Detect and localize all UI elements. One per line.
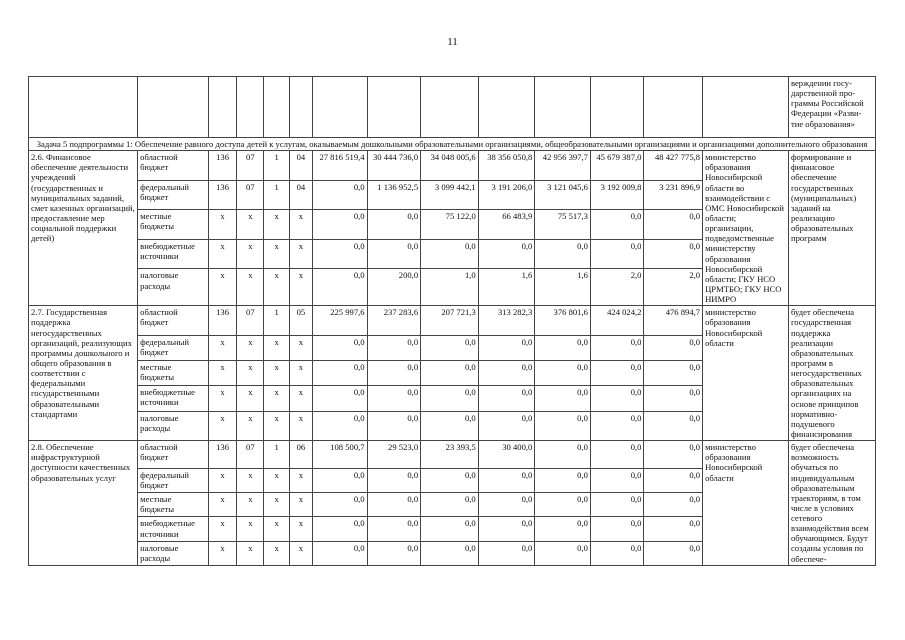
code-cell: х (208, 360, 236, 385)
amount-cell: 34 048 005,6 (421, 151, 479, 181)
amount-cell: 0,0 (535, 411, 591, 440)
amount-cell: 0,0 (312, 517, 367, 541)
amount-cell: 0,0 (312, 360, 367, 385)
amount-cell: 0,0 (590, 517, 644, 541)
code-cell: х (264, 269, 289, 306)
amount-cell: 3 231 896,9 (644, 180, 703, 210)
amount-cell: 0,0 (367, 411, 421, 440)
code-cell: х (237, 335, 264, 360)
amount-cell: 0,0 (590, 441, 644, 469)
amount-cell: 0,0 (644, 541, 703, 565)
amount-cell: 3 191 206,0 (478, 180, 535, 210)
amount-cell: 0,0 (590, 335, 644, 360)
amount-cell: 42 956 397,7 (535, 151, 591, 181)
activity-name-cell: 2.7. Государственная поддержка негосударственных организаций, реализующих программы дошкольного и общего образования в соответствии с федеральными государственными образовательными стандартами (29, 306, 138, 441)
code-cell: х (289, 210, 312, 240)
code-cell: х (289, 239, 312, 269)
amount-cell: 0,0 (367, 493, 421, 517)
code-cell: х (289, 360, 312, 385)
code-cell: 1 (264, 151, 289, 181)
funding-source-cell: налоговые расходы (138, 541, 209, 565)
code-cell: х (208, 469, 236, 493)
amount-cell: 1,6 (535, 269, 591, 306)
amount-cell: 0,0 (478, 469, 535, 493)
amount-cell: 237 283,6 (367, 306, 421, 335)
amount-cell: 23 393,5 (421, 441, 479, 469)
code-cell: 1 (264, 180, 289, 210)
amount-cell: 0,0 (644, 335, 703, 360)
amount-cell: 0,0 (421, 360, 479, 385)
code-cell: 07 (237, 306, 264, 335)
task-header: Задача 5 подпрограммы 1: Обеспечение равного доступа детей к услугам, оказываемым дошкольными образовательными организациями, общеобразовательными организациями и организациями дополнительного образования (29, 138, 876, 151)
amount-cell: 0,0 (421, 469, 479, 493)
amount-cell: 3 121 045,6 (535, 180, 591, 210)
amount-cell: 0,0 (367, 239, 421, 269)
code-cell: х (289, 493, 312, 517)
code-cell: х (208, 493, 236, 517)
amount-cell: 0,0 (644, 441, 703, 469)
executor-cell: министерство образования Новосибирской области во взаимодействии с ОМС Новосибирской области; организации, подведомственные министерству образования Новосибирской области; ГКУ НСО ЦРМТБО; ГКУ НСО НИМРО (703, 151, 789, 306)
amount-cell: 0,0 (367, 517, 421, 541)
amount-cell: 30 444 736,0 (367, 151, 421, 181)
financing-table (28, 76, 876, 566)
amount-cell: 0,0 (644, 411, 703, 440)
amount-cell: 0,0 (535, 469, 591, 493)
code-cell: х (237, 269, 264, 306)
funding-source-cell: налоговые расходы (138, 269, 209, 306)
amount-cell: 0,0 (535, 386, 591, 411)
amount-cell: 0,0 (535, 360, 591, 385)
amount-cell: 1,6 (478, 269, 535, 306)
code-cell: х (208, 411, 236, 440)
code-cell: х (208, 386, 236, 411)
amount-cell: 0,0 (478, 239, 535, 269)
code-cell: х (208, 335, 236, 360)
amount-cell: 45 679 387,0 (590, 151, 644, 181)
amount-cell: 0,0 (590, 411, 644, 440)
funding-source-cell: федеральный бюджет (138, 335, 209, 360)
amount-cell: 0,0 (312, 239, 367, 269)
amount-cell: 0,0 (590, 469, 644, 493)
amount-cell: 0,0 (421, 239, 479, 269)
amount-cell: 29 523,0 (367, 441, 421, 469)
code-cell: 136 (208, 180, 236, 210)
code-cell: 04 (289, 180, 312, 210)
code-cell: х (208, 541, 236, 565)
code-cell: 136 (208, 151, 236, 181)
code-cell: х (289, 541, 312, 565)
code-cell: х (237, 210, 264, 240)
amount-cell: 0,0 (367, 210, 421, 240)
code-cell: 07 (237, 441, 264, 469)
funding-source-cell: федеральный бюджет (138, 469, 209, 493)
code-cell: х (208, 239, 236, 269)
amount-cell: 0,0 (478, 360, 535, 385)
amount-cell: 2,0 (590, 269, 644, 306)
amount-cell: 0,0 (535, 335, 591, 360)
amount-cell: 1,0 (421, 269, 479, 306)
amount-cell: 48 427 775,8 (644, 151, 703, 181)
code-cell: 136 (208, 441, 236, 469)
amount-cell: 0,0 (421, 411, 479, 440)
amount-cell: 476 894,7 (644, 306, 703, 335)
funding-source-cell: местные бюджеты (138, 360, 209, 385)
amount-cell: 30 400,0 (478, 441, 535, 469)
amount-cell: 108 500,7 (312, 441, 367, 469)
amount-cell: 0,0 (312, 386, 367, 411)
code-cell: х (289, 517, 312, 541)
code-cell: 1 (264, 306, 289, 335)
amount-cell: 0,0 (535, 239, 591, 269)
code-cell: х (264, 239, 289, 269)
amount-cell: 0,0 (312, 335, 367, 360)
code-cell: х (237, 517, 264, 541)
amount-cell: 0,0 (644, 517, 703, 541)
amount-cell: 27 816 519,4 (312, 151, 367, 181)
page-number: 11 (447, 36, 458, 48)
amount-cell: 0,0 (644, 360, 703, 385)
code-cell: 05 (289, 306, 312, 335)
activity-name-cell: 2.6. Финансовое обеспечение деятельности учреждений (государственных и муниципальных заданий, смет казенных организаций, предоставление мер социальной поддержки детей) (29, 151, 138, 306)
amount-cell: 0,0 (367, 360, 421, 385)
amount-cell: 0,0 (367, 469, 421, 493)
amount-cell: 424 024,2 (590, 306, 644, 335)
code-cell: х (264, 386, 289, 411)
code-cell: 06 (289, 441, 312, 469)
result-cell: будет обеспечена возможность обучаться по индивидуальным образовательным траекториям, в том числе в условиях сетевого взаимодействия всем обучающимся. Будут созданы условия по обеспече- (788, 441, 875, 566)
amount-cell: 0,0 (367, 335, 421, 360)
code-cell: х (208, 517, 236, 541)
code-cell: х (289, 335, 312, 360)
amount-cell: 200,0 (367, 269, 421, 306)
funding-source-cell: областной бюджет (138, 151, 209, 181)
code-cell: х (237, 239, 264, 269)
funding-source-cell: внебюджетные источники (138, 239, 209, 269)
amount-cell: 0,0 (421, 493, 479, 517)
executor-cell: министерство образования Новосибирской области (703, 306, 789, 441)
code-cell: х (208, 269, 236, 306)
amount-cell: 0,0 (478, 386, 535, 411)
code-cell: х (289, 411, 312, 440)
code-cell: х (264, 411, 289, 440)
code-cell: х (264, 493, 289, 517)
table-row (29, 441, 876, 469)
amount-cell: 0,0 (535, 517, 591, 541)
code-cell: 136 (208, 306, 236, 335)
amount-cell: 0,0 (644, 210, 703, 240)
funding-source-cell: местные бюджеты (138, 493, 209, 517)
code-cell: х (264, 210, 289, 240)
code-cell: х (289, 469, 312, 493)
funding-source-cell: областной бюджет (138, 306, 209, 335)
amount-cell: 0,0 (312, 269, 367, 306)
code-cell: х (237, 541, 264, 565)
task-header-row (29, 138, 876, 151)
amount-cell: 0,0 (312, 469, 367, 493)
executor-cell: министерство образования Новосибирской области (703, 441, 789, 566)
amount-cell: 207 721,3 (421, 306, 479, 335)
amount-cell: 0,0 (478, 517, 535, 541)
goal-cell: верждении госу-дарственной про-граммы Российской Федерации «Разви-тие образования» (788, 77, 875, 138)
funding-source-cell: федеральный бюджет (138, 180, 209, 210)
code-cell: х (237, 411, 264, 440)
amount-cell: 0,0 (478, 493, 535, 517)
result-cell: будет обеспечена государственная поддержка реализации образовательных программ в негосударственных образовательных организациях на основе принципов нормативно-подушевого финансирования (788, 306, 875, 441)
amount-cell: 66 483,9 (478, 210, 535, 240)
activity-name-cell: 2.8. Обеспечение инфраструктурной доступности качественных образовательных услуг (29, 441, 138, 566)
code-cell: х (289, 386, 312, 411)
amount-cell: 0,0 (644, 386, 703, 411)
amount-cell: 0,0 (312, 493, 367, 517)
code-cell: х (237, 386, 264, 411)
amount-cell: 0,0 (478, 411, 535, 440)
amount-cell: 225 997,6 (312, 306, 367, 335)
code-cell: х (264, 541, 289, 565)
amount-cell: 0,0 (421, 386, 479, 411)
amount-cell: 2,0 (644, 269, 703, 306)
amount-cell: 0,0 (312, 180, 367, 210)
funding-source-cell: областной бюджет (138, 441, 209, 469)
funding-source-cell: внебюджетные источники (138, 386, 209, 411)
amount-cell: 0,0 (535, 441, 591, 469)
amount-cell: 0,0 (421, 517, 479, 541)
table-row (29, 151, 876, 181)
code-cell: х (208, 210, 236, 240)
amount-cell: 0,0 (535, 493, 591, 517)
code-cell: х (264, 360, 289, 385)
code-cell: х (264, 469, 289, 493)
table-row (29, 306, 876, 335)
code-cell: х (289, 269, 312, 306)
code-cell: х (237, 360, 264, 385)
code-cell: х (264, 335, 289, 360)
amount-cell: 3 192 009,8 (590, 180, 644, 210)
code-cell: х (237, 469, 264, 493)
amount-cell: 313 282,3 (478, 306, 535, 335)
result-cell: формирование и финансовое обеспечение государственных (муниципальных) заданий на реализацию образовательных программ (788, 151, 875, 306)
amount-cell: 0,0 (367, 541, 421, 565)
amount-cell: 0,0 (644, 239, 703, 269)
amount-cell: 0,0 (644, 493, 703, 517)
amount-cell: 376 801,6 (535, 306, 591, 335)
code-cell: 1 (264, 441, 289, 469)
amount-cell: 0,0 (590, 493, 644, 517)
funding-source-cell: местные бюджеты (138, 210, 209, 240)
code-cell: 04 (289, 151, 312, 181)
amount-cell: 0,0 (535, 541, 591, 565)
amount-cell: 0,0 (644, 469, 703, 493)
amount-cell: 0,0 (590, 210, 644, 240)
amount-cell: 0,0 (312, 210, 367, 240)
code-cell: х (264, 517, 289, 541)
continued-row (29, 77, 876, 138)
amount-cell: 38 356 050,8 (478, 151, 535, 181)
amount-cell: 0,0 (478, 335, 535, 360)
amount-cell: 75 517,3 (535, 210, 591, 240)
amount-cell: 0,0 (312, 411, 367, 440)
amount-cell: 3 099 442,1 (421, 180, 479, 210)
amount-cell: 0,0 (590, 239, 644, 269)
code-cell: 07 (237, 151, 264, 181)
amount-cell: 0,0 (478, 541, 535, 565)
funding-source-cell: внебюджетные источники (138, 517, 209, 541)
code-cell: 07 (237, 180, 264, 210)
amount-cell: 0,0 (312, 541, 367, 565)
funding-source-cell: налоговые расходы (138, 411, 209, 440)
amount-cell: 0,0 (421, 541, 479, 565)
amount-cell: 0,0 (590, 541, 644, 565)
amount-cell: 1 136 952,5 (367, 180, 421, 210)
amount-cell: 75 122,0 (421, 210, 479, 240)
amount-cell: 0,0 (421, 335, 479, 360)
code-cell: х (237, 493, 264, 517)
amount-cell: 0,0 (590, 360, 644, 385)
amount-cell: 0,0 (367, 386, 421, 411)
amount-cell: 0,0 (590, 386, 644, 411)
